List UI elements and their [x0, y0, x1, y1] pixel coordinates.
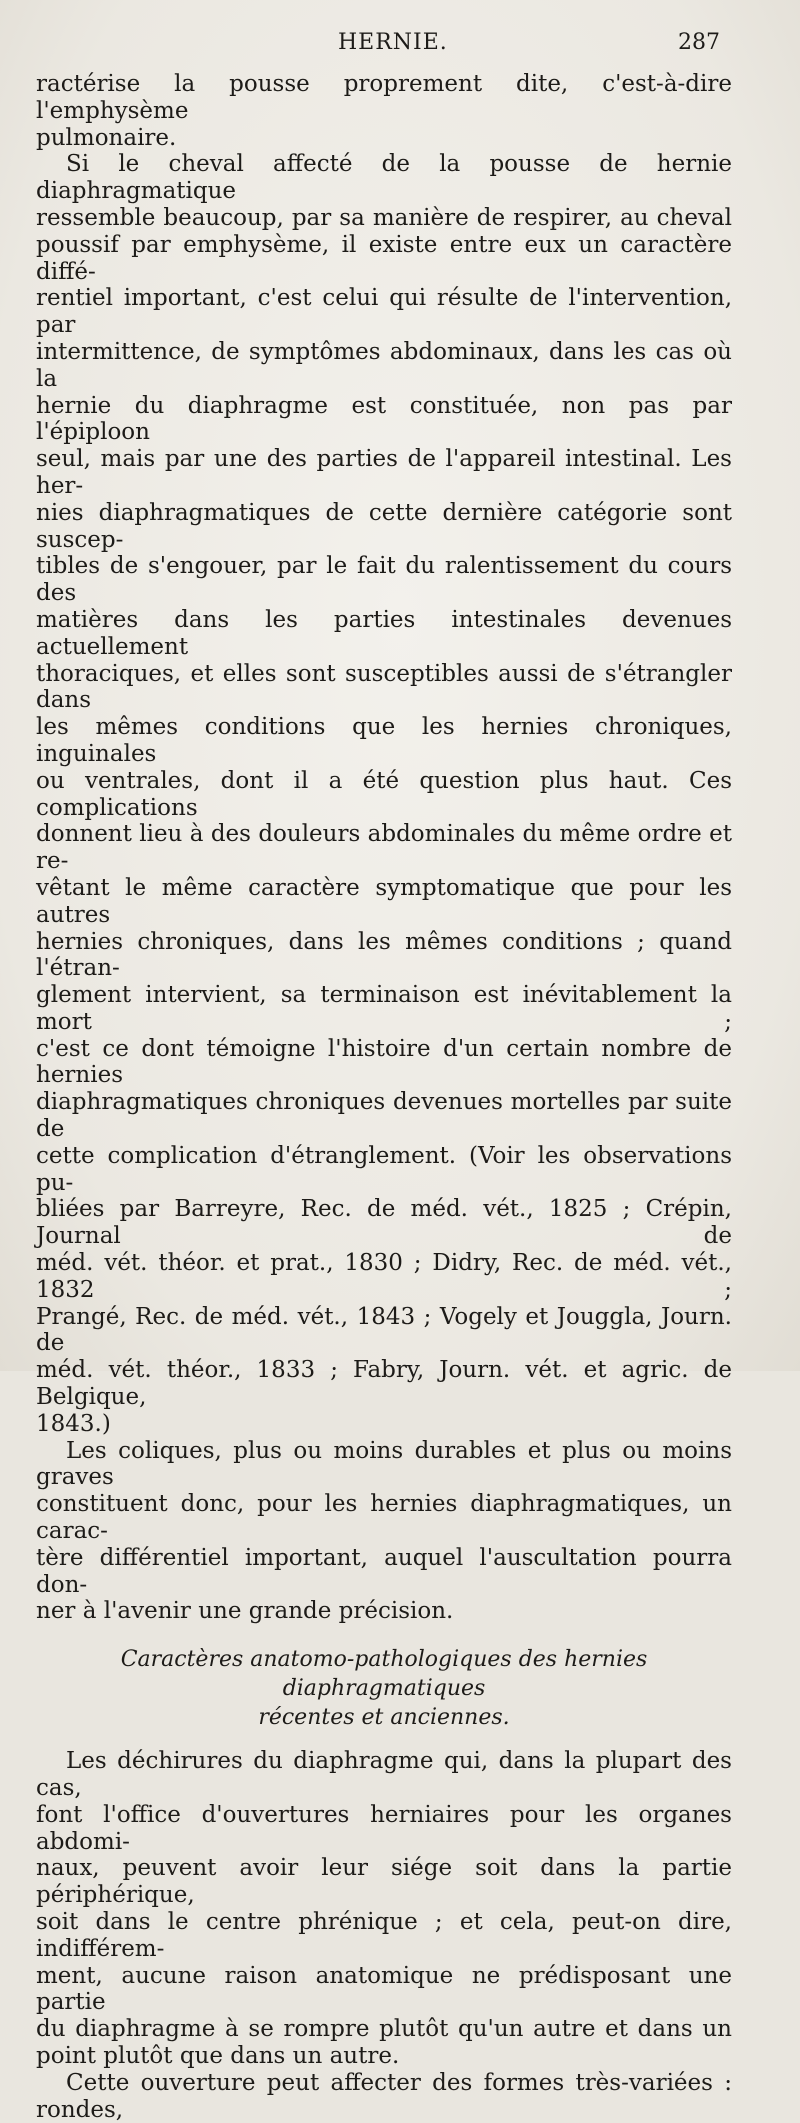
- paragraph-2: [36, 151, 732, 1437]
- text-line: soit dans le centre phrénique ; et cela, peut-on dire, indifférem-: [36, 1909, 732, 1962]
- text-line: Si le cheval affecté de la pousse de hernie diaphragmatique: [36, 151, 732, 205]
- text-line: ressemble beaucoup, par sa manière de respirer, au cheval: [36, 204, 732, 231]
- text-line: c'est ce dont témoigne l'histoire d'un certain nombre de hernies: [36, 1035, 732, 1089]
- text-line: 1843.): [36, 1410, 111, 1437]
- text-line: Les déchirures du diaphragme qui, dans la plupart des cas,: [36, 1748, 732, 1802]
- text-line: matières dans les parties intestinales devenues actuellement: [36, 606, 732, 660]
- section-heading: [36, 1645, 732, 1732]
- text-line: bliées par Barreyre, Rec. de méd. vét., 1825 ; Crépin, Journal de: [36, 1196, 732, 1250]
- text-line: diaphragmatiques chroniques devenues mortelles par suite de: [36, 1089, 732, 1143]
- text-line: Les coliques, plus ou moins durables et plus ou moins graves: [36, 1437, 732, 1491]
- text-line: méd. vét. théor. et prat., 1830 ; Didry, Rec. de méd. vét., 1832 ;: [36, 1250, 732, 1303]
- heading-line: récentes et anciennes.: [258, 1705, 510, 1731]
- text-line: poussif par emphysème, il existe entre eux un caractère diffé-: [36, 231, 732, 285]
- text-line: ment, aucune raison anatomique ne prédisposant une partie: [36, 1962, 732, 2016]
- text-line: tère différentiel important, auquel l'auscultation pourra don-: [36, 1544, 732, 1598]
- text-line: constituent donc, pour les hernies diaphragmatiques, un carac-: [36, 1491, 732, 1545]
- text-line: donnent lieu à des douleurs abdominales du même ordre et re-: [36, 821, 732, 875]
- text-line: font l'office d'ouvertures herniaires pour les organes abdomi-: [36, 1801, 732, 1855]
- text-line: hernies chroniques, dans les mêmes conditions ; quand l'étran-: [36, 928, 732, 982]
- text-line: ner à l'avenir une grande précision.: [36, 1598, 454, 1625]
- text-line: Prangé, Rec. de méd. vét., 1843 ; Vogely et Jouggla, Journ. de: [36, 1303, 732, 1357]
- running-title: HERNIE.: [338, 30, 448, 55]
- text-line: intermittence, de symptômes abdominaux, dans les cas où la: [36, 338, 732, 392]
- text-line: cette complication d'étranglement. (Voir les observations pu-: [36, 1142, 732, 1196]
- text-line: les mêmes conditions que les hernies chroniques, inguinales: [36, 714, 732, 767]
- text-line: thoraciques, et elles sont susceptibles aussi de s'étrangler dans: [36, 660, 732, 714]
- paragraph-1: [36, 71, 732, 151]
- text-line: ou ventrales, dont il a été question plus haut. Ces complications: [36, 767, 732, 821]
- text-line: tibles de s'engouer, par le fait du ralentissement du cours des: [36, 553, 732, 607]
- text-line: du diaphragme à se rompre plutôt qu'un autre et dans un: [36, 2016, 732, 2043]
- text-line: pulmonaire.: [36, 124, 177, 151]
- text-line: vêtant le même caractère symptomatique que pour les autres: [36, 874, 732, 928]
- paragraph-3: [36, 1438, 732, 1626]
- text-line: rentiel important, c'est celui qui résulte de l'intervention, par: [36, 285, 732, 339]
- text-line: ractérise la pousse proprement dite, c'est-à-dire l'emphysème: [36, 71, 732, 124]
- paragraph-5: [36, 2070, 732, 2123]
- text-line: méd. vét. théor., 1833 ; Fabry, Journ. vét. et agric. de Belgique,: [36, 1357, 732, 1411]
- text-line: seul, mais par une des parties de l'appareil intestinal. Les her-: [36, 446, 732, 499]
- text-line: Cette ouverture peut affecter des formes très-variées : rondes,: [36, 2069, 732, 2123]
- running-head: [0, 24, 800, 64]
- page-number: 287: [678, 30, 720, 55]
- paragraph-4: [36, 1748, 732, 2070]
- text-line: naux, peuvent avoir leur siége soit dans la partie périphérique,: [36, 1855, 732, 1909]
- body-text: [36, 71, 732, 2123]
- text-line: hernie du diaphragme est constituée, non pas par l'épiploon: [36, 392, 732, 446]
- text-line: point plutôt que dans un autre.: [36, 2042, 400, 2069]
- text-line: nies diaphragmatiques de cette dernière catégorie sont suscep-: [36, 499, 732, 553]
- text-line: glement intervient, sa terminaison est inévitablement la mort ;: [36, 982, 732, 1035]
- heading-line: Caractères anatomo-pathologiques des hernies diaphragmatiques: [120, 1647, 648, 1702]
